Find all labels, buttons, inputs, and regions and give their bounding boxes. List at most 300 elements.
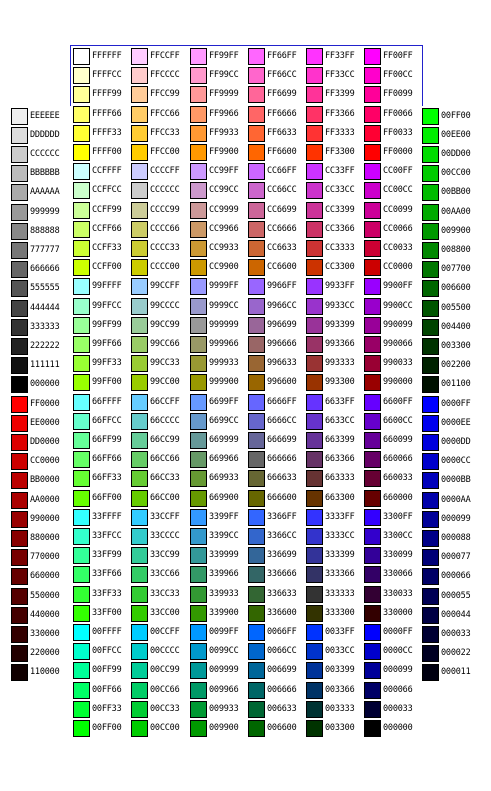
color-cell[interactable] xyxy=(246,720,306,737)
color-swatch[interactable] xyxy=(11,530,28,547)
color-swatch[interactable] xyxy=(364,278,381,295)
color-swatch[interactable] xyxy=(364,413,381,430)
color-swatch[interactable] xyxy=(422,204,439,221)
green-blue-cell[interactable] xyxy=(420,319,480,336)
color-cell[interactable] xyxy=(188,470,248,487)
color-cell[interactable] xyxy=(129,317,189,334)
color-swatch[interactable] xyxy=(73,278,90,295)
color-swatch[interactable] xyxy=(73,662,90,679)
color-cell[interactable] xyxy=(246,701,306,718)
color-swatch[interactable] xyxy=(131,451,148,468)
color-cell[interactable] xyxy=(362,490,422,507)
color-cell[interactable] xyxy=(71,163,131,180)
color-swatch[interactable] xyxy=(248,605,265,622)
color-swatch[interactable] xyxy=(73,566,90,583)
color-cell[interactable] xyxy=(246,144,306,161)
color-swatch[interactable] xyxy=(73,182,90,199)
gray-red-cell[interactable] xyxy=(9,108,69,125)
gray-red-cell[interactable] xyxy=(9,261,69,278)
color-swatch[interactable] xyxy=(364,374,381,391)
color-cell[interactable] xyxy=(71,394,131,411)
color-swatch[interactable] xyxy=(364,298,381,315)
color-swatch[interactable] xyxy=(306,240,323,257)
color-swatch[interactable] xyxy=(190,624,207,641)
color-swatch[interactable] xyxy=(306,374,323,391)
color-cell[interactable] xyxy=(304,317,364,334)
color-cell[interactable] xyxy=(362,451,422,468)
color-swatch[interactable] xyxy=(422,396,439,413)
color-swatch[interactable] xyxy=(306,566,323,583)
color-cell[interactable] xyxy=(362,317,422,334)
color-swatch[interactable] xyxy=(73,432,90,449)
gray-red-cell[interactable] xyxy=(9,626,69,643)
color-cell[interactable] xyxy=(129,182,189,199)
gray-red-cell[interactable] xyxy=(9,434,69,451)
color-swatch[interactable] xyxy=(190,509,207,526)
gray-red-cell[interactable] xyxy=(9,645,69,662)
color-swatch[interactable] xyxy=(248,278,265,295)
color-cell[interactable] xyxy=(71,86,131,103)
color-swatch[interactable] xyxy=(248,624,265,641)
gray-red-cell[interactable] xyxy=(9,338,69,355)
color-swatch[interactable] xyxy=(364,394,381,411)
color-swatch[interactable] xyxy=(248,202,265,219)
color-cell[interactable] xyxy=(71,470,131,487)
gray-red-cell[interactable] xyxy=(9,184,69,201)
color-swatch[interactable] xyxy=(422,357,439,374)
color-swatch[interactable] xyxy=(73,259,90,276)
color-cell[interactable] xyxy=(304,624,364,641)
color-cell[interactable] xyxy=(71,490,131,507)
color-cell[interactable] xyxy=(246,163,306,180)
color-swatch[interactable] xyxy=(11,357,28,374)
color-cell[interactable] xyxy=(362,202,422,219)
color-cell[interactable] xyxy=(71,566,131,583)
color-cell[interactable] xyxy=(71,374,131,391)
color-swatch[interactable] xyxy=(248,394,265,411)
color-swatch[interactable] xyxy=(131,163,148,180)
color-cell[interactable] xyxy=(71,317,131,334)
color-cell[interactable] xyxy=(188,317,248,334)
color-swatch[interactable] xyxy=(131,298,148,315)
color-swatch[interactable] xyxy=(422,165,439,182)
color-swatch[interactable] xyxy=(190,490,207,507)
color-cell[interactable] xyxy=(129,605,189,622)
color-swatch[interactable] xyxy=(73,86,90,103)
color-cell[interactable] xyxy=(304,298,364,315)
color-swatch[interactable] xyxy=(364,547,381,564)
color-swatch[interactable] xyxy=(190,317,207,334)
color-cell[interactable] xyxy=(362,67,422,84)
color-swatch[interactable] xyxy=(422,568,439,585)
color-swatch[interactable] xyxy=(11,453,28,470)
color-cell[interactable] xyxy=(246,624,306,641)
color-cell[interactable] xyxy=(188,720,248,737)
color-cell[interactable] xyxy=(71,586,131,603)
color-cell[interactable] xyxy=(188,86,248,103)
color-cell[interactable] xyxy=(129,67,189,84)
color-swatch[interactable] xyxy=(306,67,323,84)
green-blue-cell[interactable] xyxy=(420,108,480,125)
color-swatch[interactable] xyxy=(73,240,90,257)
color-swatch[interactable] xyxy=(306,202,323,219)
color-cell[interactable] xyxy=(188,509,248,526)
color-swatch[interactable] xyxy=(364,605,381,622)
color-cell[interactable] xyxy=(304,509,364,526)
color-swatch[interactable] xyxy=(422,588,439,605)
color-cell[interactable] xyxy=(246,278,306,295)
color-swatch[interactable] xyxy=(190,221,207,238)
color-swatch[interactable] xyxy=(73,720,90,737)
color-swatch[interactable] xyxy=(364,682,381,699)
color-cell[interactable] xyxy=(304,547,364,564)
color-cell[interactable] xyxy=(246,547,306,564)
color-swatch[interactable] xyxy=(306,624,323,641)
color-cell[interactable] xyxy=(129,470,189,487)
color-cell[interactable] xyxy=(362,278,422,295)
color-cell[interactable] xyxy=(71,48,131,65)
color-swatch[interactable] xyxy=(248,509,265,526)
color-cell[interactable] xyxy=(304,490,364,507)
color-swatch[interactable] xyxy=(422,664,439,681)
gray-red-cell[interactable] xyxy=(9,415,69,432)
color-swatch[interactable] xyxy=(11,376,28,393)
gray-red-cell[interactable] xyxy=(9,357,69,374)
color-swatch[interactable] xyxy=(190,106,207,123)
color-cell[interactable] xyxy=(246,451,306,468)
color-swatch[interactable] xyxy=(11,492,28,509)
gray-red-cell[interactable] xyxy=(9,300,69,317)
color-swatch[interactable] xyxy=(190,586,207,603)
color-swatch[interactable] xyxy=(306,48,323,65)
color-swatch[interactable] xyxy=(364,490,381,507)
color-swatch[interactable] xyxy=(248,643,265,660)
color-swatch[interactable] xyxy=(131,394,148,411)
color-cell[interactable] xyxy=(246,490,306,507)
color-cell[interactable] xyxy=(246,355,306,372)
color-cell[interactable] xyxy=(246,182,306,199)
color-cell[interactable] xyxy=(362,701,422,718)
color-swatch[interactable] xyxy=(11,338,28,355)
color-swatch[interactable] xyxy=(422,280,439,297)
color-swatch[interactable] xyxy=(422,453,439,470)
color-swatch[interactable] xyxy=(190,547,207,564)
color-swatch[interactable] xyxy=(306,470,323,487)
color-swatch[interactable] xyxy=(73,202,90,219)
color-cell[interactable] xyxy=(362,163,422,180)
color-swatch[interactable] xyxy=(73,125,90,142)
gray-red-cell[interactable] xyxy=(9,242,69,259)
color-cell[interactable] xyxy=(188,528,248,545)
green-blue-cell[interactable] xyxy=(420,607,480,624)
color-cell[interactable] xyxy=(246,336,306,353)
color-cell[interactable] xyxy=(362,509,422,526)
color-swatch[interactable] xyxy=(11,511,28,528)
color-swatch[interactable] xyxy=(73,413,90,430)
color-swatch[interactable] xyxy=(364,451,381,468)
color-cell[interactable] xyxy=(304,202,364,219)
color-cell[interactable] xyxy=(304,451,364,468)
green-blue-cell[interactable] xyxy=(420,184,480,201)
color-cell[interactable] xyxy=(246,125,306,142)
green-blue-cell[interactable] xyxy=(420,492,480,509)
color-swatch[interactable] xyxy=(190,451,207,468)
color-swatch[interactable] xyxy=(306,336,323,353)
gray-red-cell[interactable] xyxy=(9,146,69,163)
color-swatch[interactable] xyxy=(306,432,323,449)
color-cell[interactable] xyxy=(362,720,422,737)
green-blue-cell[interactable] xyxy=(420,261,480,278)
color-swatch[interactable] xyxy=(364,720,381,737)
color-swatch[interactable] xyxy=(364,48,381,65)
color-swatch[interactable] xyxy=(73,624,90,641)
color-swatch[interactable] xyxy=(131,336,148,353)
color-cell[interactable] xyxy=(304,106,364,123)
color-cell[interactable] xyxy=(188,624,248,641)
color-cell[interactable] xyxy=(304,605,364,622)
color-swatch[interactable] xyxy=(306,125,323,142)
color-cell[interactable] xyxy=(304,643,364,660)
color-swatch[interactable] xyxy=(190,605,207,622)
color-cell[interactable] xyxy=(188,566,248,583)
gray-red-cell[interactable] xyxy=(9,319,69,336)
gray-red-cell[interactable] xyxy=(9,492,69,509)
color-cell[interactable] xyxy=(71,413,131,430)
color-swatch[interactable] xyxy=(73,336,90,353)
color-cell[interactable] xyxy=(71,547,131,564)
color-swatch[interactable] xyxy=(306,355,323,372)
color-cell[interactable] xyxy=(304,278,364,295)
color-swatch[interactable] xyxy=(11,223,28,240)
color-swatch[interactable] xyxy=(306,259,323,276)
color-swatch[interactable] xyxy=(190,662,207,679)
color-swatch[interactable] xyxy=(131,432,148,449)
color-swatch[interactable] xyxy=(364,336,381,353)
color-cell[interactable] xyxy=(129,701,189,718)
color-cell[interactable] xyxy=(129,413,189,430)
color-cell[interactable] xyxy=(304,413,364,430)
color-cell[interactable] xyxy=(246,470,306,487)
gray-red-cell[interactable] xyxy=(9,280,69,297)
color-swatch[interactable] xyxy=(364,163,381,180)
color-swatch[interactable] xyxy=(306,298,323,315)
color-cell[interactable] xyxy=(129,643,189,660)
color-swatch[interactable] xyxy=(131,106,148,123)
color-swatch[interactable] xyxy=(131,662,148,679)
green-blue-cell[interactable] xyxy=(420,376,480,393)
color-swatch[interactable] xyxy=(306,144,323,161)
color-swatch[interactable] xyxy=(248,67,265,84)
color-swatch[interactable] xyxy=(364,221,381,238)
color-cell[interactable] xyxy=(188,336,248,353)
color-swatch[interactable] xyxy=(364,106,381,123)
color-swatch[interactable] xyxy=(73,547,90,564)
color-swatch[interactable] xyxy=(306,547,323,564)
gray-red-cell[interactable] xyxy=(9,165,69,182)
gray-red-cell[interactable] xyxy=(9,376,69,393)
color-swatch[interactable] xyxy=(422,415,439,432)
color-cell[interactable] xyxy=(246,298,306,315)
gray-red-cell[interactable] xyxy=(9,396,69,413)
color-cell[interactable] xyxy=(362,394,422,411)
color-cell[interactable] xyxy=(362,336,422,353)
color-swatch[interactable] xyxy=(190,374,207,391)
color-swatch[interactable] xyxy=(190,240,207,257)
color-swatch[interactable] xyxy=(190,67,207,84)
color-swatch[interactable] xyxy=(11,472,28,489)
green-blue-cell[interactable] xyxy=(420,530,480,547)
color-swatch[interactable] xyxy=(364,509,381,526)
color-cell[interactable] xyxy=(362,240,422,257)
color-swatch[interactable] xyxy=(73,701,90,718)
color-swatch[interactable] xyxy=(422,319,439,336)
green-blue-cell[interactable] xyxy=(420,472,480,489)
color-cell[interactable] xyxy=(129,86,189,103)
color-cell[interactable] xyxy=(246,528,306,545)
color-cell[interactable] xyxy=(129,163,189,180)
color-swatch[interactable] xyxy=(190,470,207,487)
color-swatch[interactable] xyxy=(190,701,207,718)
gray-red-cell[interactable] xyxy=(9,530,69,547)
color-swatch[interactable] xyxy=(11,549,28,566)
color-cell[interactable] xyxy=(304,163,364,180)
color-swatch[interactable] xyxy=(11,664,28,681)
color-swatch[interactable] xyxy=(248,86,265,103)
color-cell[interactable] xyxy=(362,182,422,199)
color-swatch[interactable] xyxy=(422,434,439,451)
color-cell[interactable] xyxy=(362,355,422,372)
color-swatch[interactable] xyxy=(190,278,207,295)
color-swatch[interactable] xyxy=(190,182,207,199)
color-swatch[interactable] xyxy=(306,701,323,718)
color-swatch[interactable] xyxy=(11,626,28,643)
color-swatch[interactable] xyxy=(248,547,265,564)
color-cell[interactable] xyxy=(246,566,306,583)
color-cell[interactable] xyxy=(129,528,189,545)
color-cell[interactable] xyxy=(188,298,248,315)
color-cell[interactable] xyxy=(188,240,248,257)
color-swatch[interactable] xyxy=(248,586,265,603)
color-swatch[interactable] xyxy=(11,319,28,336)
green-blue-cell[interactable] xyxy=(420,588,480,605)
color-swatch[interactable] xyxy=(422,108,439,125)
color-swatch[interactable] xyxy=(190,394,207,411)
color-cell[interactable] xyxy=(246,106,306,123)
color-swatch[interactable] xyxy=(306,163,323,180)
color-cell[interactable] xyxy=(246,202,306,219)
color-swatch[interactable] xyxy=(248,566,265,583)
color-cell[interactable] xyxy=(129,662,189,679)
color-cell[interactable] xyxy=(71,451,131,468)
color-swatch[interactable] xyxy=(73,490,90,507)
color-swatch[interactable] xyxy=(306,586,323,603)
color-cell[interactable] xyxy=(188,374,248,391)
color-cell[interactable] xyxy=(304,221,364,238)
color-swatch[interactable] xyxy=(11,204,28,221)
color-cell[interactable] xyxy=(129,259,189,276)
color-cell[interactable] xyxy=(362,221,422,238)
color-swatch[interactable] xyxy=(422,300,439,317)
color-cell[interactable] xyxy=(71,298,131,315)
color-cell[interactable] xyxy=(362,125,422,142)
color-swatch[interactable] xyxy=(364,586,381,603)
color-swatch[interactable] xyxy=(73,682,90,699)
color-cell[interactable] xyxy=(71,624,131,641)
color-cell[interactable] xyxy=(304,240,364,257)
color-cell[interactable] xyxy=(304,432,364,449)
color-swatch[interactable] xyxy=(131,509,148,526)
color-swatch[interactable] xyxy=(422,607,439,624)
color-swatch[interactable] xyxy=(422,492,439,509)
color-swatch[interactable] xyxy=(248,490,265,507)
color-cell[interactable] xyxy=(362,432,422,449)
color-swatch[interactable] xyxy=(190,643,207,660)
color-cell[interactable] xyxy=(304,67,364,84)
color-swatch[interactable] xyxy=(11,607,28,624)
color-swatch[interactable] xyxy=(364,566,381,583)
color-cell[interactable] xyxy=(71,67,131,84)
color-swatch[interactable] xyxy=(306,662,323,679)
gray-red-cell[interactable] xyxy=(9,549,69,566)
green-blue-cell[interactable] xyxy=(420,434,480,451)
color-swatch[interactable] xyxy=(364,701,381,718)
color-cell[interactable] xyxy=(304,586,364,603)
color-cell[interactable] xyxy=(188,221,248,238)
color-cell[interactable] xyxy=(362,86,422,103)
color-swatch[interactable] xyxy=(422,242,439,259)
color-cell[interactable] xyxy=(71,221,131,238)
color-swatch[interactable] xyxy=(248,48,265,65)
color-swatch[interactable] xyxy=(306,221,323,238)
color-swatch[interactable] xyxy=(422,472,439,489)
color-swatch[interactable] xyxy=(306,394,323,411)
green-blue-cell[interactable] xyxy=(420,338,480,355)
color-cell[interactable] xyxy=(188,451,248,468)
green-blue-cell[interactable] xyxy=(420,165,480,182)
color-cell[interactable] xyxy=(71,336,131,353)
gray-red-cell[interactable] xyxy=(9,568,69,585)
color-swatch[interactable] xyxy=(422,146,439,163)
color-cell[interactable] xyxy=(188,106,248,123)
green-blue-cell[interactable] xyxy=(420,357,480,374)
color-swatch[interactable] xyxy=(306,413,323,430)
color-cell[interactable] xyxy=(71,682,131,699)
color-swatch[interactable] xyxy=(73,605,90,622)
color-swatch[interactable] xyxy=(131,86,148,103)
color-cell[interactable] xyxy=(188,586,248,603)
color-cell[interactable] xyxy=(362,662,422,679)
color-swatch[interactable] xyxy=(248,259,265,276)
color-cell[interactable] xyxy=(246,240,306,257)
color-swatch[interactable] xyxy=(190,144,207,161)
color-swatch[interactable] xyxy=(306,509,323,526)
color-cell[interactable] xyxy=(246,586,306,603)
color-swatch[interactable] xyxy=(422,184,439,201)
color-cell[interactable] xyxy=(188,605,248,622)
color-swatch[interactable] xyxy=(248,413,265,430)
color-cell[interactable] xyxy=(188,643,248,660)
gray-red-cell[interactable] xyxy=(9,472,69,489)
color-swatch[interactable] xyxy=(248,336,265,353)
color-cell[interactable] xyxy=(246,394,306,411)
color-cell[interactable] xyxy=(362,298,422,315)
color-swatch[interactable] xyxy=(306,605,323,622)
color-swatch[interactable] xyxy=(190,48,207,65)
color-swatch[interactable] xyxy=(131,67,148,84)
color-cell[interactable] xyxy=(362,259,422,276)
color-swatch[interactable] xyxy=(364,643,381,660)
gray-red-cell[interactable] xyxy=(9,223,69,240)
